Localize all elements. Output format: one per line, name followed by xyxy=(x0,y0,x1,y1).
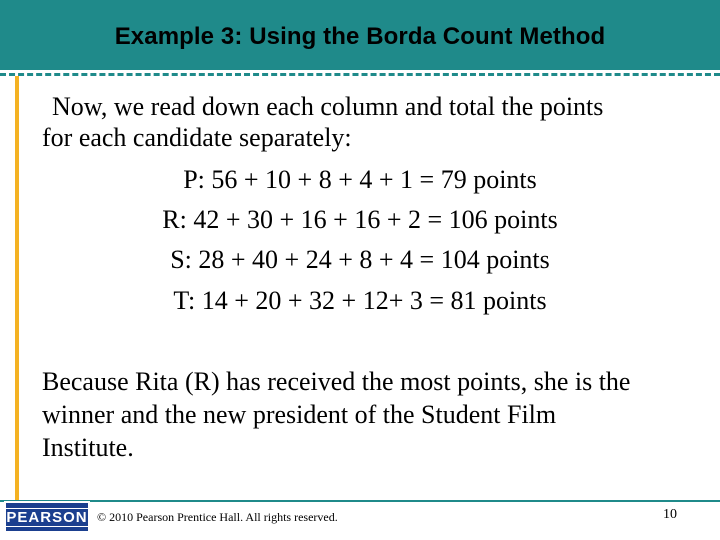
intro-line-2: for each candidate separately: xyxy=(42,123,352,152)
calculation-p: P: 56 + 10 + 8 + 4 + 1 = 79 points xyxy=(183,165,537,194)
pearson-logo xyxy=(4,501,90,533)
intro-paragraph xyxy=(42,91,682,153)
calculation-r: R: 42 + 30 + 16 + 16 + 2 = 106 points xyxy=(162,205,558,234)
calculation-t: T: 14 + 20 + 32 + 12+ 3 = 81 points xyxy=(173,286,547,315)
slide-title: Example 3: Using the Borda Count Method xyxy=(114,23,606,50)
logo-wordmark: PEARSON xyxy=(3,508,90,527)
footer-divider xyxy=(0,500,720,502)
calculation-s: S: 28 + 40 + 24 + 8 + 4 = 104 points xyxy=(170,245,550,274)
intro-line-1: Now, we read down each column and total the points xyxy=(52,92,604,121)
page-number: 10 xyxy=(663,507,677,522)
header-dashed-divider xyxy=(0,73,720,76)
conclusion-paragraph xyxy=(42,365,702,464)
conclusion-line-2: winner and the new president of the Student Film xyxy=(42,400,557,429)
copyright-notice: © 2010 Pearson Prentice Hall. All rights reserved. xyxy=(97,510,338,524)
header-bar xyxy=(0,0,720,70)
conclusion-line-3: Institute. xyxy=(42,433,134,462)
conclusion-line-1: Because Rita (R) has received the most points, she is the xyxy=(42,367,631,396)
